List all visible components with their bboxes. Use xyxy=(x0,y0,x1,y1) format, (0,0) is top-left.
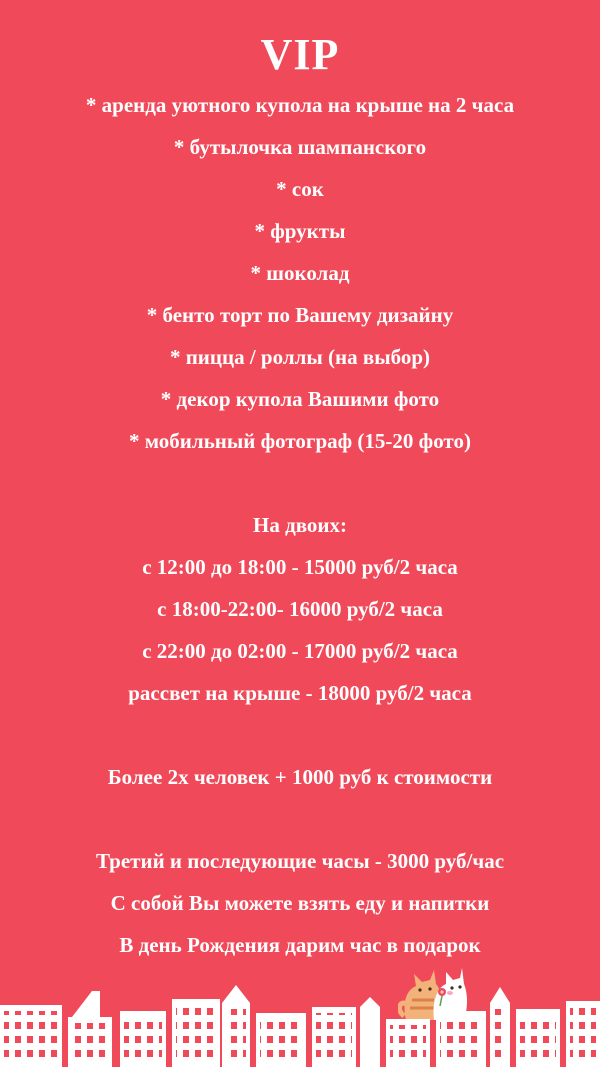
spacer xyxy=(0,714,600,756)
extra-people-note: Более 2х человек + 1000 руб к стоимости xyxy=(107,765,493,789)
feature-item: * сок xyxy=(276,177,324,201)
price-row: с 22:00 до 02:00 - 17000 руб/2 часа xyxy=(142,639,458,663)
city-skyline-icon xyxy=(0,977,600,1067)
feature-item: * аренда уютного купола на крыше на 2 часа xyxy=(85,93,515,117)
feature-item: * фрукты xyxy=(254,219,346,243)
note-item: В день Рождения дарим час в подарок xyxy=(119,933,481,957)
notes-block xyxy=(0,840,600,966)
feature-item: * бенто торт по Вашему дизайну xyxy=(146,303,454,327)
price-row: с 12:00 до 18:00 - 15000 руб/2 часа xyxy=(142,555,458,579)
pricing-block xyxy=(0,504,600,714)
feature-item: * декор купола Вашими фото xyxy=(160,387,440,411)
note-item: С собой Вы можете взять еду и напитки xyxy=(110,891,490,915)
feature-item: * пицца / роллы (на выбор) xyxy=(169,345,431,369)
feature-item: * мобильный фотограф (15-20 фото) xyxy=(129,429,471,453)
features-list xyxy=(0,84,600,462)
page-title: VIP xyxy=(260,30,340,79)
feature-item: * шоколад xyxy=(250,261,350,285)
price-row: с 18:00-22:00- 16000 руб/2 часа xyxy=(157,597,443,621)
pricing-heading: На двоих: xyxy=(253,513,347,537)
spacer xyxy=(0,798,600,840)
note-item: Третий и последующие часы - 3000 руб/час xyxy=(95,849,505,873)
spacer xyxy=(0,462,600,504)
price-row: рассвет на крыше - 18000 руб/2 часа xyxy=(128,681,472,705)
feature-item: * бутылочка шампанского xyxy=(173,135,427,159)
